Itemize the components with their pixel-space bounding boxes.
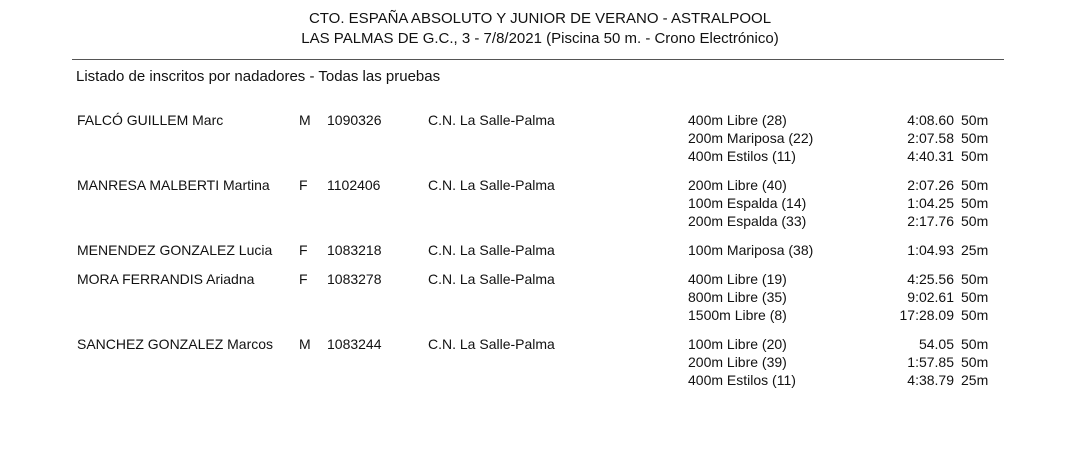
swimmer-club: C.N. La Salle-Palma xyxy=(428,242,555,258)
swimmer-club: C.N. La Salle-Palma xyxy=(428,112,555,128)
pool-length: 50m xyxy=(961,195,989,211)
event-row xyxy=(688,306,1013,324)
pool-length: 25m xyxy=(961,372,989,388)
swimmer-entry xyxy=(0,111,1080,165)
entry-time: 9:02.61 xyxy=(907,289,954,305)
swimmer-license: 1083218 xyxy=(327,242,382,258)
swimmer-sex: F xyxy=(299,271,308,287)
entry-time: 1:04.93 xyxy=(907,242,954,258)
venue-dates: LAS PALMAS DE G.C., 3 - 7/8/2021 (Piscina 50 m. - Crono Electrónico) xyxy=(301,30,779,47)
entry-time: 4:38.79 xyxy=(907,372,954,388)
event-name: 400m Libre (28) xyxy=(688,112,787,128)
entry-time: 2:07.26 xyxy=(907,177,954,193)
event-name: 400m Libre (19) xyxy=(688,271,787,287)
pool-length: 50m xyxy=(961,177,989,193)
event-list xyxy=(688,270,1013,324)
swimmer-sex: F xyxy=(299,177,308,193)
swimmer-club: C.N. La Salle-Palma xyxy=(428,177,555,193)
event-row xyxy=(688,176,1013,194)
swimmer-sex: M xyxy=(299,112,311,128)
event-row xyxy=(688,353,1013,371)
swimmer-club: C.N. La Salle-Palma xyxy=(428,336,555,352)
event-name: 1500m Libre (8) xyxy=(688,307,787,323)
event-name: 100m Espalda (14) xyxy=(688,195,807,211)
swimmer-entry xyxy=(0,241,1080,259)
swimmer-license: 1083278 xyxy=(327,271,382,287)
event-row xyxy=(688,194,1013,212)
entry-time: 4:25.56 xyxy=(907,271,954,287)
event-name: 200m Mariposa (22) xyxy=(688,130,814,146)
swimmer-sex: M xyxy=(299,336,311,352)
event-row xyxy=(688,371,1013,389)
event-list xyxy=(688,176,1013,230)
swimmer-entry xyxy=(0,176,1080,230)
pool-length: 50m xyxy=(961,354,989,370)
report-header xyxy=(0,9,1080,49)
entry-time: 4:08.60 xyxy=(907,112,954,128)
event-row xyxy=(688,270,1013,288)
event-list xyxy=(688,111,1013,165)
swimmer-entry xyxy=(0,270,1080,324)
entry-time: 2:17.76 xyxy=(907,213,954,229)
swimmer-name: SANCHEZ GONZALEZ Marcos xyxy=(77,336,274,352)
event-name: 100m Libre (20) xyxy=(688,336,787,352)
swimmer-list xyxy=(0,111,1080,389)
event-row xyxy=(688,147,1013,165)
listing-subtitle: Listado de inscritos por nadadores - Todas las pruebas xyxy=(76,68,441,85)
pool-length: 50m xyxy=(961,271,989,287)
entry-time: 4:40.31 xyxy=(907,148,954,164)
swimmer-name: MORA FERRANDIS Ariadna xyxy=(77,271,255,287)
pool-length: 50m xyxy=(961,112,989,128)
championship-title: CTO. ESPAÑA ABSOLUTO Y JUNIOR DE VERANO - ASTRALPOOL xyxy=(308,10,772,27)
entry-time: 2:07.58 xyxy=(907,130,954,146)
swimmer-club: C.N. La Salle-Palma xyxy=(428,271,555,287)
event-row xyxy=(688,241,1013,259)
event-name: 200m Espalda (33) xyxy=(688,213,807,229)
event-name: 200m Libre (40) xyxy=(688,177,787,193)
swimmer-license: 1102406 xyxy=(327,177,381,193)
swimmer-sex: F xyxy=(299,242,308,258)
pool-length: 50m xyxy=(961,289,989,305)
event-name: 200m Libre (39) xyxy=(688,354,787,370)
event-name: 100m Mariposa (38) xyxy=(688,242,814,258)
pool-length: 50m xyxy=(961,148,989,164)
pool-length: 50m xyxy=(961,336,989,352)
entry-time: 17:28.09 xyxy=(899,307,954,323)
entry-time: 1:04.25 xyxy=(907,195,954,211)
event-list xyxy=(688,241,1013,259)
header-divider xyxy=(72,59,1004,60)
event-row xyxy=(688,212,1013,230)
event-name: 800m Libre (35) xyxy=(688,289,787,305)
pool-length: 50m xyxy=(961,307,989,323)
swimmer-name: FALCÓ GUILLEM Marc xyxy=(77,112,224,128)
event-list xyxy=(688,335,1013,389)
event-name: 400m Estilos (11) xyxy=(688,148,796,164)
swimmer-name: MENENDEZ GONZALEZ Lucia xyxy=(77,242,273,258)
swimmer-license: 1083244 xyxy=(327,336,382,352)
event-row xyxy=(688,111,1013,129)
entry-time: 1:57.85 xyxy=(907,354,954,370)
event-row xyxy=(688,129,1013,147)
event-name: 400m Estilos (11) xyxy=(688,372,796,388)
swimmer-entry xyxy=(0,335,1080,389)
pool-length: 25m xyxy=(961,242,989,258)
swimmer-name: MANRESA MALBERTI Martina xyxy=(77,177,270,193)
swimmer-license: 1090326 xyxy=(327,112,382,128)
pool-length: 50m xyxy=(961,130,989,146)
pool-length: 50m xyxy=(961,213,989,229)
event-row xyxy=(688,288,1013,306)
event-row xyxy=(688,335,1013,353)
entry-time: 54.05 xyxy=(918,336,954,352)
